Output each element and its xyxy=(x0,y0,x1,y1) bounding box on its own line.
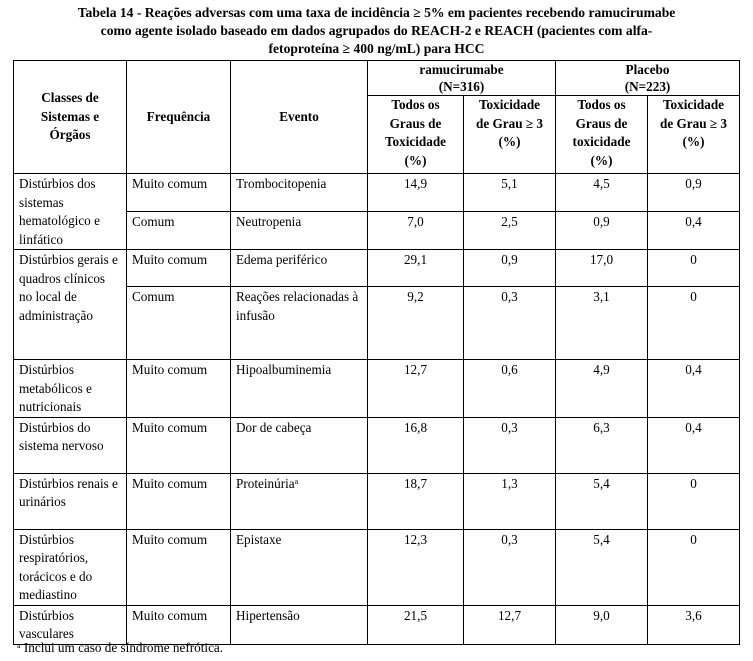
event-cell: Edema periférico xyxy=(231,250,368,287)
event-cell: Epistaxe xyxy=(231,529,368,605)
pla-all-cell: 3,1 xyxy=(556,287,648,360)
table-row xyxy=(14,473,740,529)
table-title-line-2: como agente isolado baseado em dados agrupados do REACH-2 e REACH (pacientes com alfa- xyxy=(100,23,653,38)
header-classes: Classes de Sistemas e Órgãos xyxy=(14,61,127,174)
ram-all-cell: 12,7 xyxy=(368,360,464,418)
frequency-cell: Muito comum xyxy=(127,529,231,605)
ram-all-cell: 18,7 xyxy=(368,473,464,529)
frequency-cell: Muito comum xyxy=(127,605,231,644)
ram-all-cell: 12,3 xyxy=(368,529,464,605)
footnote-marker: a xyxy=(17,641,21,650)
class-cell: Distúrbios dos sistemas hematológico e linfático xyxy=(14,174,127,250)
header-group-ramucirumabe xyxy=(368,61,556,96)
table-row xyxy=(14,529,740,605)
ram-all-cell: 16,8 xyxy=(368,417,464,473)
table-row xyxy=(14,174,740,212)
frequency-cell: Muito comum xyxy=(127,250,231,287)
ram-all-cell: 29,1 xyxy=(368,250,464,287)
pla-all-cell: 4,5 xyxy=(556,174,648,212)
ram-g3-cell: 5,1 xyxy=(464,174,556,212)
pla-g3-cell: 3,6 xyxy=(648,605,740,644)
ram-all-cell: 7,0 xyxy=(368,212,464,250)
event-cell: Hipertensão xyxy=(231,605,368,644)
header-frequency: Frequência xyxy=(127,61,231,174)
event-cell: Reações relacionadas à infusão xyxy=(231,287,368,360)
frequency-cell: Muito comum xyxy=(127,360,231,418)
event-cell: Trombocitopenia xyxy=(231,174,368,212)
header-grade3-placebo: Toxicidade de Grau ≥ 3 (%) xyxy=(648,96,740,174)
pla-g3-cell: 0,4 xyxy=(648,360,740,418)
pla-g3-cell: 0 xyxy=(648,250,740,287)
ram-all-cell: 21,5 xyxy=(368,605,464,644)
pla-g3-cell: 0 xyxy=(648,529,740,605)
ram-g3-cell: 0,3 xyxy=(464,529,556,605)
event-text: Proteinúria xyxy=(236,475,295,491)
ram-all-cell: 14,9 xyxy=(368,174,464,212)
ram-g3-cell: 12,7 xyxy=(464,605,556,644)
header-group-placebo-n: (N=223) xyxy=(624,79,671,94)
ram-g3-cell: 2,5 xyxy=(464,212,556,250)
ram-all-cell: 9,2 xyxy=(368,287,464,360)
header-grade3-ramucirumabe: Toxicidade de Grau ≥ 3 (%) xyxy=(464,96,556,174)
frequency-cell: Muito comum xyxy=(127,473,231,529)
table-row xyxy=(14,360,740,418)
class-cell: Distúrbios do sistema nervoso xyxy=(14,417,127,473)
pla-all-cell: 9,0 xyxy=(556,605,648,644)
pla-g3-cell: 0 xyxy=(648,287,740,360)
frequency-cell: Muito comum xyxy=(127,417,231,473)
class-cell: Distúrbios renais e urinários xyxy=(14,473,127,529)
table-title-line-1: Tabela 14 - Reações adversas com uma taxa de incidência ≥ 5% em pacientes recebendo ramucirumabe xyxy=(77,5,676,20)
header-group-ramucirumabe-name: ramucirumabe xyxy=(419,62,504,77)
pla-g3-cell: 0,4 xyxy=(648,417,740,473)
class-cell: Distúrbios gerais e quadros clínicos no local de administração xyxy=(14,250,127,360)
footnote-marker: a xyxy=(294,476,299,486)
ram-g3-cell: 1,3 xyxy=(464,473,556,529)
footnote xyxy=(17,639,223,657)
frequency-cell: Muito comum xyxy=(127,174,231,212)
event-cell: Hipoalbuminemia xyxy=(231,360,368,418)
class-cell: Distúrbios metabólicos e nutricionais xyxy=(14,360,127,418)
event-cell: Dor de cabeça xyxy=(231,417,368,473)
event-cell: Neutropenia xyxy=(231,212,368,250)
pla-all-cell: 6,3 xyxy=(556,417,648,473)
header-group-ramucirumabe-n: (N=316) xyxy=(438,79,485,94)
pla-all-cell: 0,9 xyxy=(556,212,648,250)
header-all-grades-placebo: Todos os Graus de toxicidade (%) xyxy=(556,96,648,174)
header-group-placebo xyxy=(556,61,740,96)
footnote-text: Inclui um caso de síndrome nefrótica. xyxy=(20,640,224,655)
table-row xyxy=(14,250,740,287)
pla-g3-cell: 0,4 xyxy=(648,212,740,250)
table-title-line-3: fetoproteína ≥ 400 ng/mL) para HCC xyxy=(268,41,485,56)
pla-all-cell: 4,9 xyxy=(556,360,648,418)
ram-g3-cell: 0,9 xyxy=(464,250,556,287)
header-group-placebo-name: Placebo xyxy=(625,62,670,77)
pla-g3-cell: 0,9 xyxy=(648,174,740,212)
ram-g3-cell: 0,3 xyxy=(464,417,556,473)
pla-all-cell: 5,4 xyxy=(556,473,648,529)
header-event: Evento xyxy=(231,61,368,174)
ram-g3-cell: 0,3 xyxy=(464,287,556,360)
adverse-reactions-table xyxy=(13,60,740,645)
pla-all-cell: 17,0 xyxy=(556,250,648,287)
pla-all-cell: 5,4 xyxy=(556,529,648,605)
class-cell: Distúrbios vasculares xyxy=(14,605,127,644)
event-cell xyxy=(231,473,368,529)
frequency-cell: Comum xyxy=(127,212,231,250)
table-title xyxy=(8,4,745,58)
pla-g3-cell: 0 xyxy=(648,473,740,529)
header-all-grades-ramucirumabe: Todos os Graus de Toxicidade (%) xyxy=(368,96,464,174)
class-cell: Distúrbios respiratórios, torácicos e do mediastino xyxy=(14,529,127,605)
frequency-cell: Comum xyxy=(127,287,231,360)
ram-g3-cell: 0,6 xyxy=(464,360,556,418)
table-row xyxy=(14,417,740,473)
